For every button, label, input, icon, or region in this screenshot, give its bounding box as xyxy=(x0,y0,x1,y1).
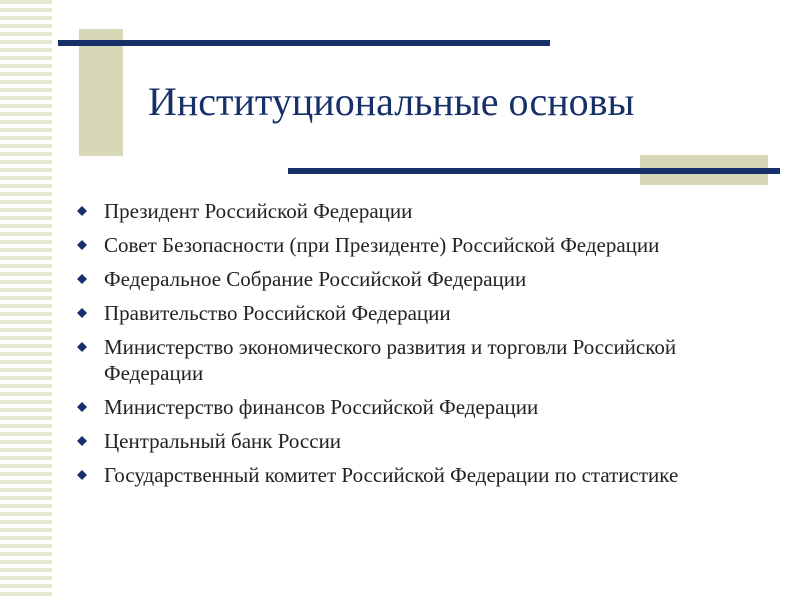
diamond-bullet-icon xyxy=(76,435,88,447)
diamond-bullet-icon xyxy=(76,307,88,319)
bottom-rule xyxy=(288,168,780,174)
diamond-bullet-icon xyxy=(76,341,88,353)
bullet-list xyxy=(76,198,736,496)
diamond-bullet-icon xyxy=(76,205,88,217)
left-stripe-decoration xyxy=(0,0,52,600)
list-item xyxy=(76,266,736,292)
list-item xyxy=(76,300,736,326)
list-item xyxy=(76,394,736,420)
list-item xyxy=(76,334,736,386)
top-accent-block xyxy=(79,29,123,156)
slide-title: Институциональные основы xyxy=(148,79,635,124)
diamond-bullet-icon xyxy=(76,239,88,251)
list-item-text: Государственный комитет Российской Федерации по статистике xyxy=(104,463,679,487)
list-item xyxy=(76,428,736,454)
list-item-text: Центральный банк России xyxy=(104,429,342,453)
diamond-bullet-icon xyxy=(76,273,88,285)
list-item xyxy=(76,198,736,224)
list-item-text: Федеральное Собрание Российской Федерации xyxy=(104,267,527,291)
list-item-text: Правительство Российской Федерации xyxy=(104,301,451,325)
list-item-text: Президент Российской Федерации xyxy=(104,199,413,223)
diamond-bullet-icon xyxy=(76,469,88,481)
top-rule xyxy=(58,40,550,46)
list-item xyxy=(76,462,736,488)
list-item xyxy=(76,232,736,258)
diamond-bullet-icon xyxy=(76,401,88,413)
list-item-text: Министерство экономического развития и торговли Российской Федерации xyxy=(104,335,677,385)
list-item-text: Министерство финансов Российской Федерации xyxy=(104,395,539,419)
list-item-text: Совет Безопасности (при Президенте) Российской Федерации xyxy=(104,233,660,257)
